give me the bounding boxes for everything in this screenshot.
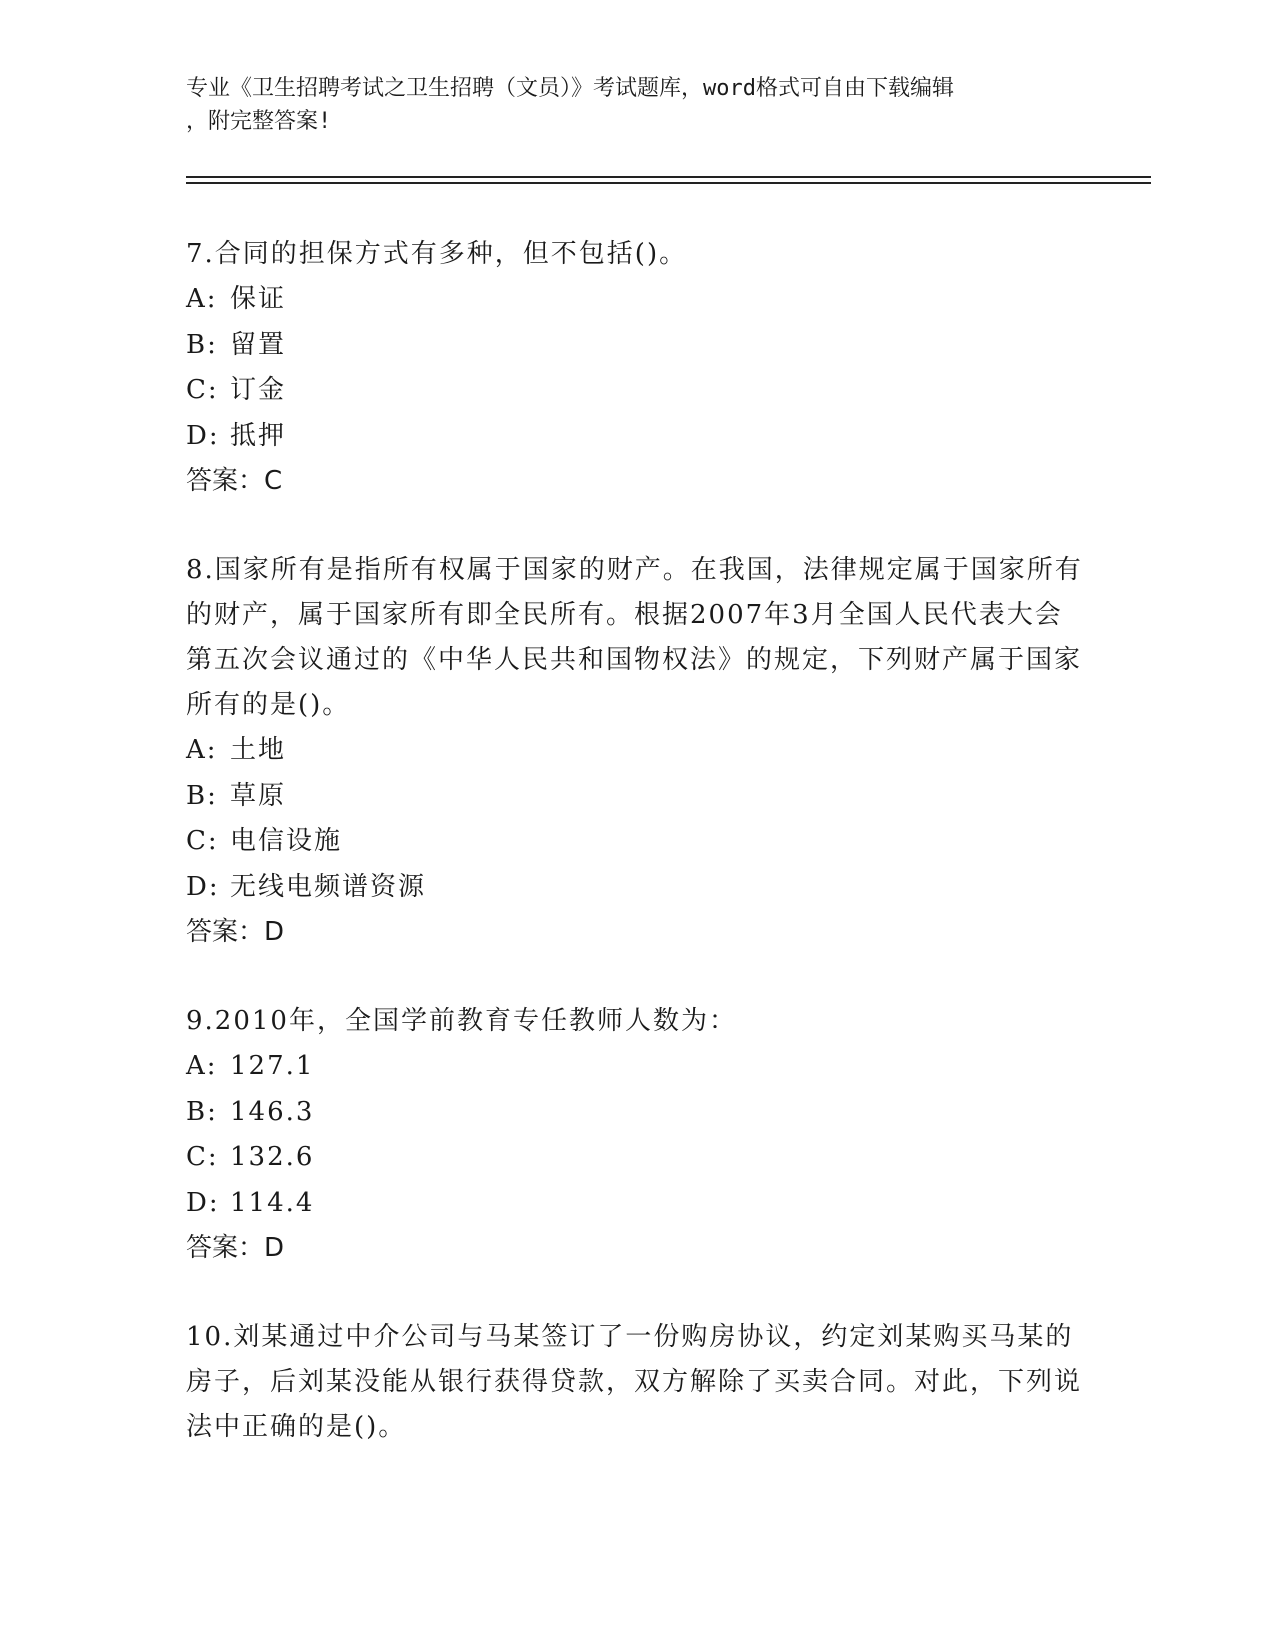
option-b (186, 774, 1086, 820)
question-7 (186, 232, 1086, 504)
option-a (186, 277, 1086, 323)
header-line-2: ，附完整答案! (186, 109, 332, 134)
header-divider-bottom (186, 182, 1151, 184)
option-label: A: (186, 1051, 218, 1081)
option-label: D: (186, 420, 220, 451)
option-label: B: (186, 1096, 218, 1127)
option-text: 114.4 (230, 1187, 315, 1218)
option-text: 留置 (230, 329, 287, 360)
question-list (186, 232, 1086, 1494)
question-10 (186, 1315, 1086, 1450)
answer: 答案：D (186, 917, 285, 947)
question-stem: 10.刘某通过中介公司与马某签订了一份购房协议，约定刘某购买马某的房子，后刘某没能从银行获得贷款，双方解除了买卖合同。对此，下列说法中正确的是()。 (186, 1322, 1083, 1442)
option-label: B: (186, 780, 218, 811)
option-a (186, 728, 1086, 774)
option-text: 127.1 (230, 1051, 315, 1081)
option-text: 土地 (230, 735, 287, 765)
option-a (186, 1044, 1086, 1090)
option-label: C: (186, 1142, 219, 1172)
option-text: 保证 (230, 284, 287, 314)
answer: 答案：D (186, 1233, 285, 1263)
option-d (186, 865, 1086, 911)
option-b (186, 1090, 1086, 1136)
question-8 (186, 548, 1086, 955)
option-text: 无线电频谱资源 (230, 871, 427, 902)
document-header (186, 72, 1086, 138)
option-d (186, 1181, 1086, 1227)
option-text: 132.6 (230, 1142, 315, 1172)
header-line-1: 专业《卫生招聘考试之卫生招聘（文员）》考试题库，word格式可自由下载编辑 (186, 76, 954, 101)
option-c (186, 1135, 1086, 1181)
question-stem: 7.合同的担保方式有多种，但不包括()。 (186, 239, 688, 269)
option-text: 抵押 (230, 420, 287, 451)
answer: 答案：C (186, 466, 283, 496)
option-label: D: (186, 1187, 220, 1218)
option-text: 草原 (230, 780, 287, 811)
option-label: A: (186, 735, 218, 765)
option-label: D: (186, 871, 220, 902)
header-divider-top (186, 176, 1151, 178)
question-stem: 8.国家所有是指所有权属于国家的财产。在我国，法律规定属于国家所有的财产，属于国家所有即全民所有。根据2007年3月全国人民代表大会第五次会议通过的《中华人民共和国物权法》的规定，下列财产属于国家所有的是()。 (186, 555, 1083, 720)
question-9 (186, 999, 1086, 1271)
option-b (186, 323, 1086, 369)
option-label: C: (186, 826, 219, 856)
option-text: 146.3 (230, 1096, 315, 1127)
option-d (186, 414, 1086, 460)
option-c (186, 368, 1086, 414)
option-c (186, 819, 1086, 865)
option-text: 订金 (230, 375, 287, 405)
option-label: B: (186, 329, 218, 360)
option-text: 电信设施 (230, 826, 343, 856)
option-label: C: (186, 375, 219, 405)
option-label: A: (186, 284, 218, 314)
question-stem: 9.2010年，全国学前教育专任教师人数为： (186, 1006, 737, 1036)
